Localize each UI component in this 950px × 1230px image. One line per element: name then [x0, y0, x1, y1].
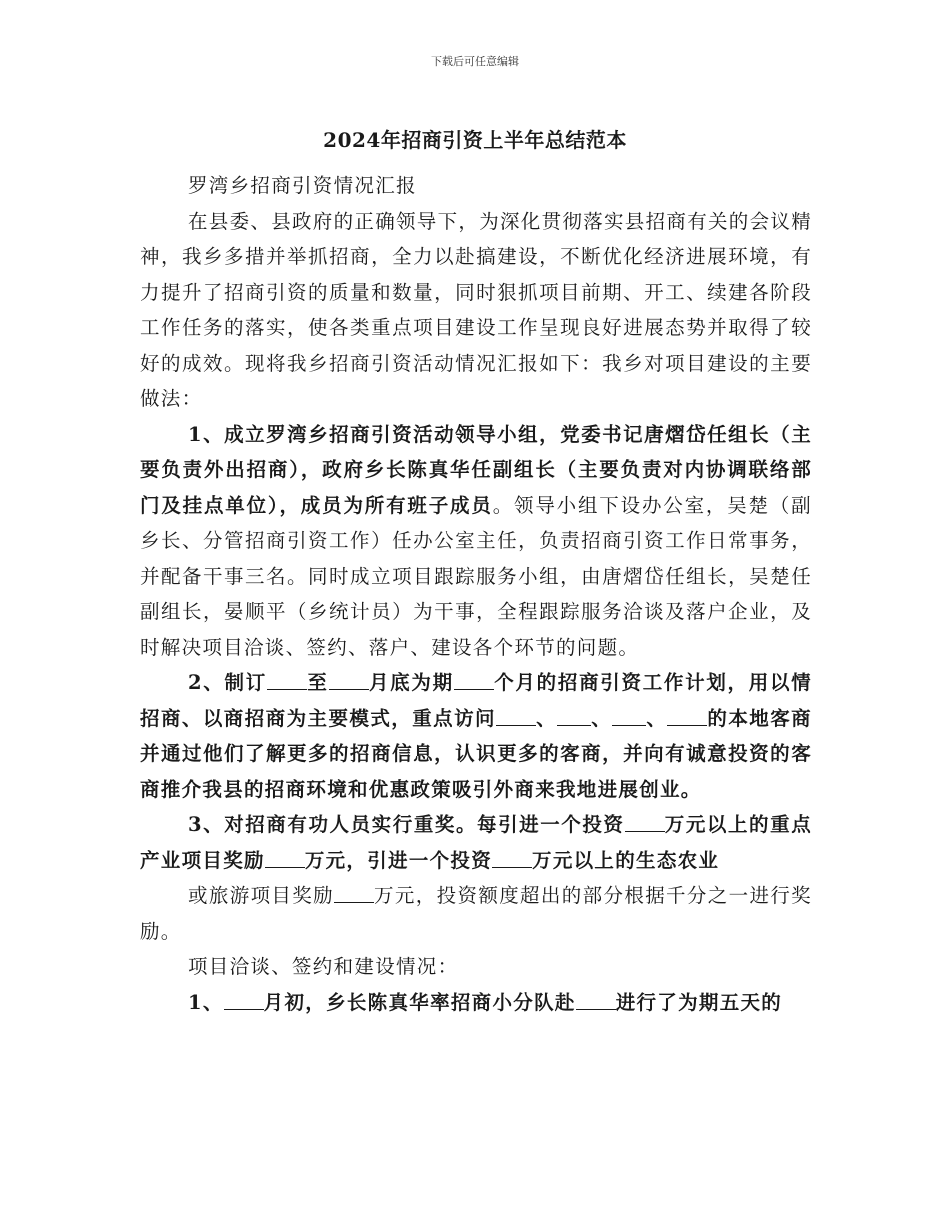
item3-text-b: 万元以上的重点产业项目奖励 [140, 813, 812, 872]
intro-paragraph: 在县委、县政府的正确领导下，为深化贯彻落实县招商有关的会议精神，我乡多措并举抓招商，全力以赴搞建设，不断优化经济进展环境，有力提升了招商引资的质量和数量，同时狠抓项目前期、开工、续建各阶段工作任务的落实，使各类重点项目建设工作呈现良好进展态势并取得了较好的成效。现将我乡招商引资活动情况汇报如下：我乡对项目建设的主要做法： [140, 209, 813, 410]
blank-line [329, 671, 369, 690]
item3-text-d: 万元以上的生态农业 [532, 848, 720, 872]
item4-text-a: 1、 [188, 990, 224, 1014]
page-header-note: 下载后可任意编辑 [431, 55, 519, 68]
blank-line [576, 991, 616, 1010]
item1-paragraph [140, 417, 812, 666]
item3b-text-b: 万元，投资额度超出的部分根据千分之一进行奖励。 [140, 884, 812, 943]
blank-line [265, 849, 305, 868]
blank-line [612, 707, 646, 726]
item2-text-e: 的本地客商并通过他们了解更多的招商信息，认识更多的客商，并向有诚意投资的客商推介我县的招商环境和优惠政策吸引外商来我地进展创业。 [140, 706, 812, 801]
blank-line [667, 707, 707, 726]
item3b-text-a: 或旅游项目奖励 [188, 884, 334, 907]
item3-paragraph [140, 807, 812, 878]
item1-bold-text: 1、成立罗湾乡招商引资活动领导小组，党委书记唐熠岱任组长（主要负责外出招商），政府乡长陈真华任副组长（主要负责对内协调联络部门及挂点单位），成员为所有班子成员 [140, 422, 812, 517]
blank-line [334, 884, 374, 903]
item3-text-c: 万元，引进一个投资 [304, 848, 493, 872]
item4-text-c: 进行了为期五天的 [615, 990, 783, 1014]
blank-line [454, 671, 494, 690]
item4-paragraph [140, 985, 812, 1021]
item2-paragraph [140, 665, 812, 807]
item4-text-b: 月初，乡长陈真华率招商小分队赴 [263, 990, 576, 1014]
document-title: 2024年招商引资上半年总结范本 [323, 128, 627, 152]
section-heading: 项目洽谈、签约和建设情况： [188, 955, 459, 978]
blank-line [267, 671, 307, 690]
blank-line [557, 707, 591, 726]
document-body [140, 168, 812, 1020]
blank-line [492, 849, 532, 868]
item2-text-a: 2、制订 [188, 671, 267, 694]
item2-text-c: 月底为期 [368, 671, 454, 694]
item3-text-a: 3、对招商有功人员实行重奖。每引进一个投资 [188, 813, 625, 836]
blank-line [625, 813, 665, 832]
blank-line [224, 991, 264, 1010]
item2-separator: 、 [536, 706, 558, 730]
item2-text-d: 个月的招商引资工作计划，用以情招商、以商招商为主要模式，重点访问 [140, 671, 812, 730]
item2-separator: 、 [646, 706, 668, 730]
item2-separator: 、 [591, 706, 613, 730]
item3-continued-paragraph [140, 878, 812, 949]
subtitle-paragraph: 罗湾乡招商引资情况汇报 [188, 174, 417, 197]
item2-text-b: 至 [306, 671, 329, 694]
item1-normal-text: 。领导小组下设办公室，吴楚（副乡长、分管招商引资工作）任办公室主任，负责招商引资工作日常事务，并配备干事三名。同时成立项目跟踪服务小组，由唐熠岱任组长，吴楚任副组长，晏顺平（乡统计员）为干事，全程跟踪服务洽谈及落户企业，及时解决项目洽谈、签约、落户、建设各个环节的问题。 [140, 493, 812, 659]
blank-line [496, 707, 536, 726]
